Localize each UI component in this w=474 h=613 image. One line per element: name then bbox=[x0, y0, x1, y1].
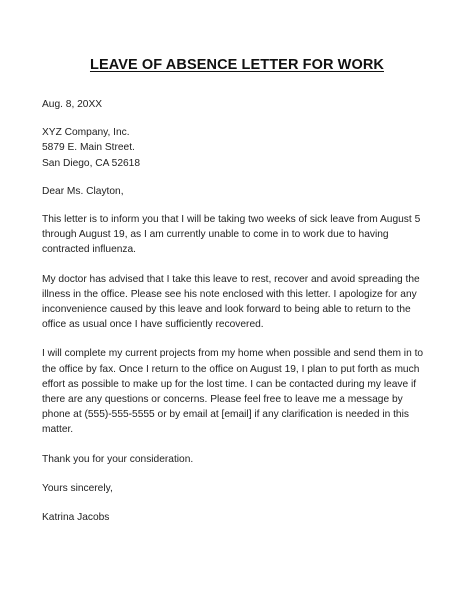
salutation: Dear Ms. Clayton, bbox=[42, 185, 124, 197]
paragraph-line: My doctor has advised that I take this leave to rest, recover and avoid spreading the bbox=[42, 273, 420, 285]
paragraph-line: there are any questions or concerns. Please feel free to leave me a message by bbox=[42, 394, 403, 406]
paragraph-line: through August 19, as I am currently unable to come in to work due to having bbox=[42, 229, 389, 241]
paragraph-line: This letter is to inform you that I will be taking two weeks of sick leave from August 5 bbox=[42, 214, 421, 226]
recipient-company: XYZ Company, Inc. bbox=[42, 127, 130, 139]
recipient-street: 5879 E. Main Street. bbox=[42, 142, 135, 154]
paragraph-doctor-advice bbox=[42, 272, 442, 333]
thanks-line: Thank you for your consideration. bbox=[42, 453, 194, 465]
paragraph-line: matter. bbox=[42, 424, 74, 436]
paragraph-line: the office by fax. Once I return to the office on August 19, I plan to put forth as much bbox=[42, 363, 420, 375]
paragraph-line: office as usual once I have sufficiently recovered. bbox=[42, 319, 264, 331]
recipient-city: San Diego, CA 52618 bbox=[42, 157, 140, 169]
letter-body bbox=[42, 97, 442, 525]
recipient-address bbox=[42, 125, 442, 171]
closing-line: Yours sincerely, bbox=[42, 482, 113, 494]
paragraph-line: illness in the office. Please see his note enclosed with this letter. I apologize for any bbox=[42, 288, 417, 300]
letter-title: LEAVE OF ABSENCE LETTER FOR WORK bbox=[89, 57, 384, 73]
paragraph-line: I will complete my current projects from my home when possible and send them in to bbox=[42, 348, 424, 360]
paragraph-line: contracted influenza. bbox=[42, 244, 137, 256]
paragraph-leave-notice bbox=[42, 212, 442, 258]
letter-date: Aug. 8, 20XX bbox=[42, 99, 103, 110]
paragraph-work-plan bbox=[42, 346, 442, 437]
signature-name: Katrina Jacobs bbox=[42, 512, 110, 524]
paragraph-line: phone at (555)-555-5555 or by email at [email] if any clarification is needed in this bbox=[42, 409, 409, 421]
paragraph-line: effort as possible to make up for the lost time. I can be contacted during my leave if bbox=[42, 378, 417, 390]
paragraph-line: inconvenience caused by this leave and look forward to being able to return to the bbox=[42, 304, 411, 316]
